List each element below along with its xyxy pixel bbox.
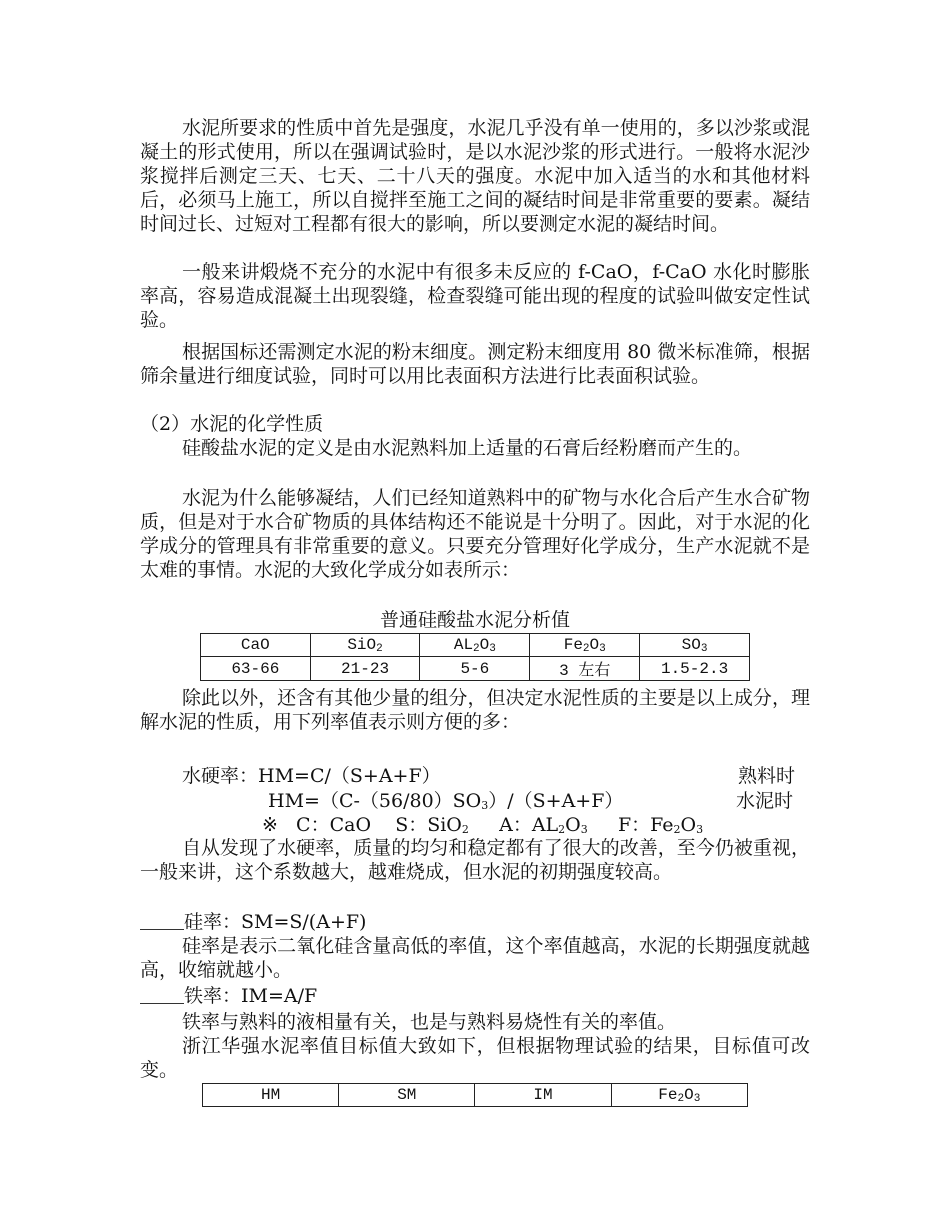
- target-table: [202, 1083, 748, 1107]
- table-caption: 普通硅酸盐水泥分析值: [379, 609, 570, 631]
- formula-hm-clinker-note: 熟料时: [738, 765, 796, 787]
- paragraph-targets: 浙江华强水泥率值目标值大致如下，但根据物理试验的结果，目标值可改变。: [140, 1035, 810, 1081]
- header-sio2: SiO$_2$: [310, 634, 420, 657]
- paragraph-setting: 水泥为什么能够凝结，人们已经知道熟料中的矿物与水化合后产生水合矿物质，但是对于水合矿物质的具体结构还不能说是十分明了。因此，对于水泥的化学成分的管理具有非常重要的意义。只要充分管理好化学成分，生产水泥就不是太难的事情。水泥的大致化学成分如表所示：: [140, 487, 810, 581]
- paragraph-soundness: 一般来讲煅烧不充分的水泥中有很多未反应的 f-CaO，f-CaO 水化时膨胀率高，容易造成混凝土出现裂缝，检查裂缝可能出现的程度的试验叫做安定性试验。: [140, 261, 810, 331]
- formula-hm-cement-note: 水泥时: [736, 790, 794, 812]
- header-im: IM: [475, 1084, 611, 1107]
- underline-mark: [140, 913, 184, 930]
- value-al2o3: 5-6: [420, 657, 530, 681]
- section-heading: （2）水泥的化学性质: [140, 413, 324, 435]
- symbol-legend: ※ C：CaO S：SiO$_2$ A：$AL_2O_3$ F：$Fe_2O_3$: [262, 814, 704, 836]
- paragraph-definition: 硅酸盐水泥的定义是由水泥熟料加上适量的石膏后经粉磨而产生的。: [182, 437, 753, 459]
- paragraph-ratios-intro: 除此以外，还含有其他少量的组分，但决定水泥性质的主要是以上成分，理解水泥的性质，用下列率值表示则方便的多：: [140, 687, 810, 733]
- analysis-table: [200, 633, 750, 681]
- value-fe2o3: 3 左右: [530, 657, 640, 681]
- header-sm: SM: [339, 1084, 475, 1107]
- paragraph-hm-discussion: 自从发现了水硬率，质量的均匀和稳定都有了很大的改善，至今仍被重视，一般来讲，这个系数越大，越难烧成，但水泥的初期强度较高。: [140, 837, 810, 883]
- header-cao: CaO: [201, 634, 311, 657]
- header-fe2o3: $Fe_2O_3$: [611, 1084, 747, 1107]
- table-value-row: [201, 657, 750, 681]
- formula-hm-clinker: 水硬率：HM=C/（S+A+F）: [182, 765, 441, 787]
- formula-im: 铁率：IM=A/F: [140, 984, 317, 1008]
- value-so3: 1.5-2.3: [640, 657, 750, 681]
- value-cao: 63-66: [201, 657, 311, 681]
- paragraph-sm-discussion: 硅率是表示二氧化硅含量高低的率值，这个率值越高，水泥的长期强度就越高，收缩就越小。: [140, 935, 810, 981]
- header-so3: $SO_3$: [640, 634, 750, 657]
- paragraph-strength: 水泥所要求的性质中首先是强度，水泥几乎没有单一使用的，多以沙浆或混凝土的形式使用，所以在强调试验时，是以水泥沙浆的形式进行。一般将水泥沙浆搅拌后测定三天、七天、二十八天的强度。水泥中加入适当的水和其他材料后，必须马上施工，所以自搅拌至施工之间的凝结时间是非常重要的要素。凝结时间过长、过短对工程都有很大的影响，所以要测定水泥的凝结时间。: [140, 117, 810, 235]
- paragraph-fineness: 根据国标还需测定水泥的粉末细度。测定粉末细度用 80 微米标准筛，根据筛余量进行细度试验，同时可以用比表面积方法进行比表面积试验。: [140, 341, 810, 387]
- table-header-row: [201, 634, 750, 657]
- value-sio2: 21-23: [310, 657, 420, 681]
- header-hm: HM: [203, 1084, 339, 1107]
- underline-mark: [140, 987, 184, 1004]
- header-fe2o3: $Fe_2O_3$: [530, 634, 640, 657]
- formula-hm-cement: $HM=(C-(56/80)SO_3)/(S+A+F)$: [268, 790, 624, 812]
- formula-sm: 硅率：SM=S/(A+F): [140, 910, 366, 934]
- paragraph-im-discussion: 铁率与熟料的液相量有关，也是与熟料易烧性有关的率值。: [182, 1011, 677, 1033]
- target-header-row: [203, 1084, 748, 1107]
- header-al2o3: $AL_2O_3$: [420, 634, 530, 657]
